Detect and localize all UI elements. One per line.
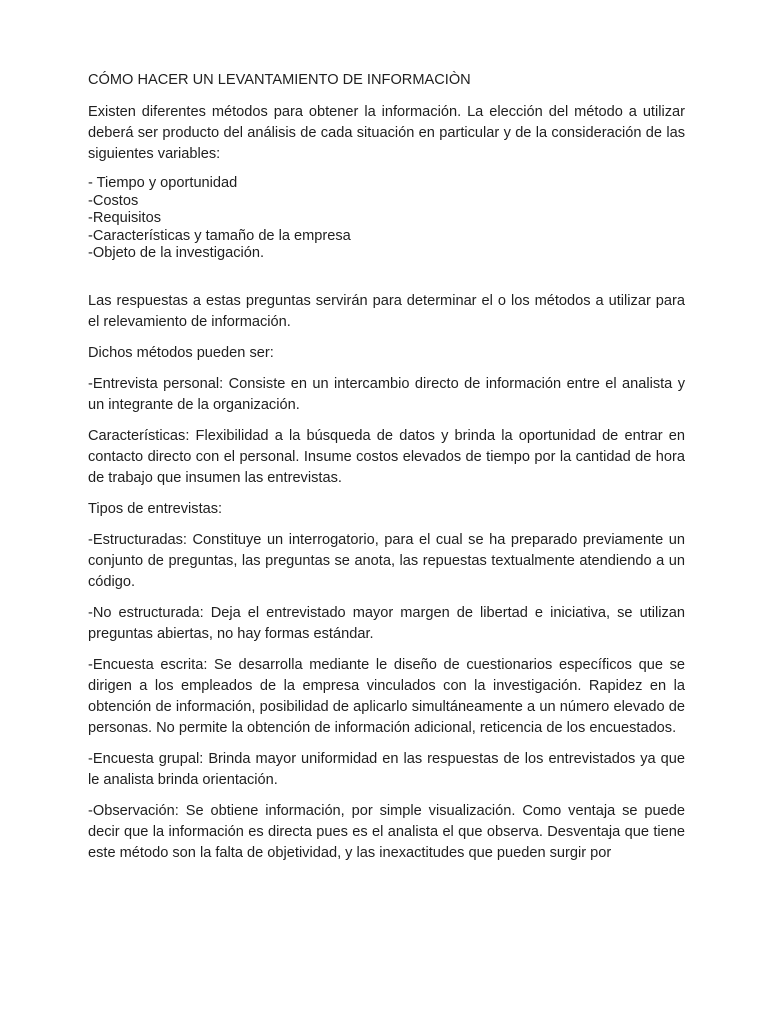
paragraph-respuestas: Las respuestas a estas preguntas servirán para determinar el o los métodos a utilizar para el relevamiento de información. <box>88 292 685 330</box>
paragraph-tipos-entrevistas: Tipos de entrevistas: <box>88 500 223 517</box>
list-item: - Tiempo y oportunidad <box>88 175 238 191</box>
paragraph-entrevista-personal: -Entrevista personal: Consiste en un intercambio directo de información entre el analista y un integrante de la organización. <box>88 375 685 413</box>
paragraph-metodos: Dichos métodos pueden ser: <box>88 344 274 361</box>
paragraph-caracteristicas: Características: Flexibilidad a la búsqueda de datos y brinda la oportunidad de entrar en contacto directo con el personal. Insume costos elevados de tiempo por la cantidad de hora de trabajo que insumen las entrevistas. <box>88 427 685 486</box>
document-title: CÓMO HACER UN LEVANTAMIENTO DE INFORMACIÒN <box>88 72 471 88</box>
list-item: -Objeto de la investigación. <box>88 245 265 261</box>
paragraph-no-estructurada: -No estructurada: Deja el entrevistado mayor margen de libertad e iniciativa, se utilizan preguntas abiertas, no hay formas estándar. <box>88 604 685 642</box>
variables-list <box>88 175 685 263</box>
paragraph-estructuradas: -Estructuradas: Constituye un interrogatorio, para el cual se ha preparado previamente un conjunto de preguntas, las preguntas se anota, las repuestas textualmente atendiendo a un código. <box>88 531 685 590</box>
list-item: -Costos <box>88 192 139 209</box>
list-item: -Características y tamaño de la empresa <box>88 227 351 244</box>
paragraph-encuesta-escrita: -Encuesta escrita: Se desarrolla mediante le diseño de cuestionarios específicos que se dirigen a los empleados de la empresa vinculados con la investigación. Rapidez en la obtención de información, posibilidad de aplicarlo simultáneamente a un número elevado de personas. No permite la obtención de información adicional, reticencia de los encuestados. <box>88 656 685 736</box>
document-page <box>88 70 685 874</box>
paragraph-encuesta-grupal: -Encuesta grupal: Brinda mayor uniformidad en las respuestas de los entrevistados ya que le analista brinda orientación. <box>88 750 685 788</box>
intro-paragraph: Existen diferentes métodos para obtener la información. La elección del método a utilizar deberá ser producto del análisis de cada situación en particular y de la consideración de las siguientes variables: <box>88 104 685 162</box>
list-item: -Requisitos <box>88 210 161 226</box>
paragraph-observacion: -Observación: Se obtiene información, por simple visualización. Como ventaja se puede decir que la información es directa pues es el analista el que observa. Desventaja que tiene este método son la falta de objetividad, y las inexactitudes que pueden surgir por <box>88 802 685 861</box>
